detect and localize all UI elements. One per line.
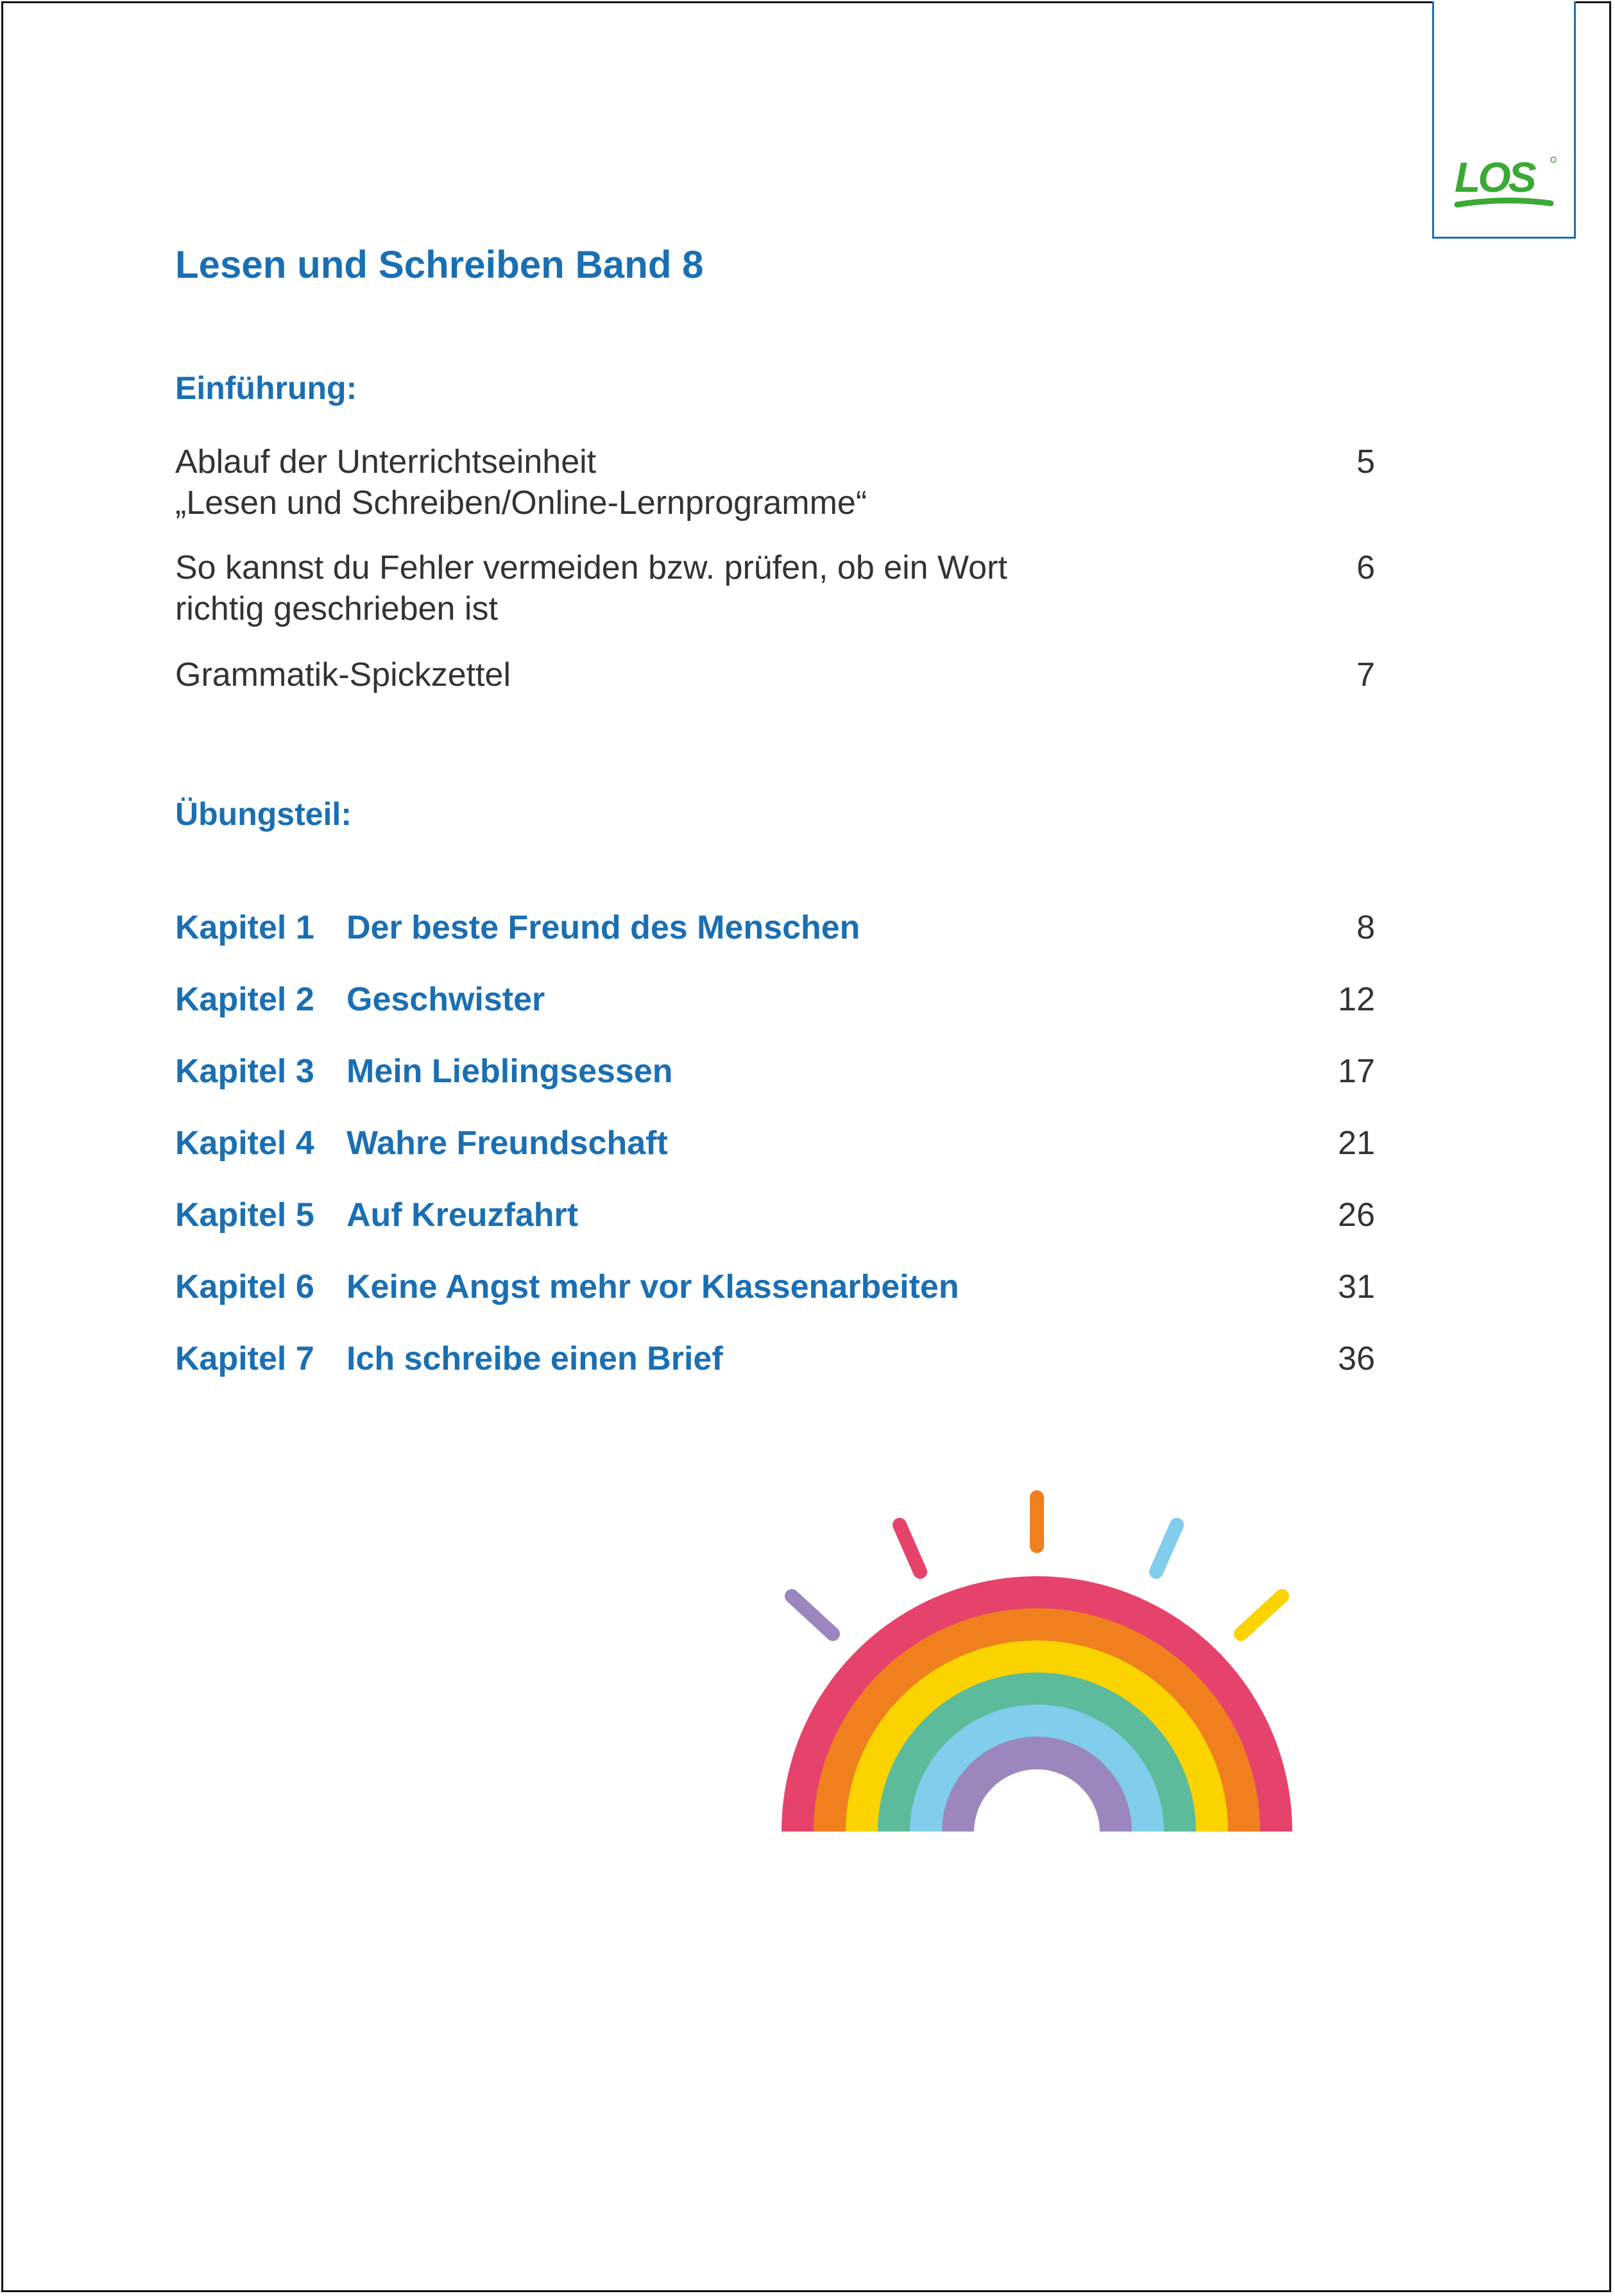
chapter-title: Keine Angst mehr vor Klassenarbeiten xyxy=(346,1268,959,1305)
ray-purple xyxy=(792,1596,833,1634)
chapter-title: Wahre Freundschaft xyxy=(346,1125,668,1162)
chapter-page: 12 xyxy=(1338,981,1375,1018)
toc-entry-page: 5 xyxy=(1356,443,1375,480)
toc-entry-page: 7 xyxy=(1356,656,1375,693)
chapter-entry[interactable] xyxy=(175,1195,1375,1239)
chapter-entry[interactable] xyxy=(175,907,1375,952)
toc-entry-text: Ablauf der Unterrichtseinheit „Lesen und Schreiben/Online-Lernprogramme“ xyxy=(175,443,867,522)
chapter-label: Kapitel 3 xyxy=(175,1053,314,1090)
los-logo xyxy=(1453,152,1559,216)
chapter-page: 21 xyxy=(1338,1125,1375,1162)
chapter-page: 31 xyxy=(1338,1268,1375,1305)
chapter-label: Kapitel 7 xyxy=(175,1340,314,1377)
los-logo-text: LOS xyxy=(1455,153,1534,201)
chapter-label: Kapitel 5 xyxy=(175,1196,314,1234)
rainbow-illustration xyxy=(776,1475,1303,1841)
ray-pink xyxy=(900,1525,920,1572)
chapter-entry[interactable] xyxy=(175,1338,1375,1383)
toc-entry-text: Grammatik-Spickzettel xyxy=(175,656,511,693)
toc-entry[interactable] xyxy=(175,654,1375,695)
chapter-title: Geschwister xyxy=(346,981,545,1018)
chapter-title: Auf Kreuzfahrt xyxy=(346,1196,579,1234)
chapter-page: 26 xyxy=(1338,1196,1375,1234)
chapter-entry[interactable] xyxy=(175,1123,1375,1168)
chapter-entry[interactable] xyxy=(175,1051,1375,1096)
chapter-page: 17 xyxy=(1338,1053,1375,1090)
toc-entry[interactable] xyxy=(175,441,1375,523)
chapter-page: 8 xyxy=(1356,909,1375,946)
toc-entry-page: 6 xyxy=(1356,549,1375,586)
chapter-label: Kapitel 6 xyxy=(175,1268,314,1305)
chapter-label: Kapitel 1 xyxy=(175,909,314,946)
logo-tab xyxy=(1432,1,1576,239)
chapter-label: Kapitel 2 xyxy=(175,981,314,1018)
toc-entry-text: So kannst du Fehler vermeiden bzw. prüfen, ob ein Wort richtig geschrieben ist xyxy=(175,549,1007,627)
chapter-entry[interactable] xyxy=(175,979,1375,1024)
ray-blue xyxy=(1156,1525,1177,1572)
intro-heading: Einführung: xyxy=(175,370,357,406)
chapter-title: Mein Lieblingsessen xyxy=(346,1053,673,1090)
chapter-label: Kapitel 4 xyxy=(175,1125,314,1162)
chapter-title: Der beste Freund des Menschen xyxy=(346,909,860,946)
rainbow-arcs xyxy=(782,1576,1292,1832)
chapter-title: Ich schreibe einen Brief xyxy=(346,1340,723,1377)
chapter-entry[interactable] xyxy=(175,1266,1375,1311)
exercises-heading: Übungsteil: xyxy=(175,796,352,832)
chapter-page: 36 xyxy=(1338,1340,1375,1377)
document-title: Lesen und Schreiben Band 8 xyxy=(175,243,704,286)
toc-entry[interactable] xyxy=(175,547,1375,629)
ray-yellow xyxy=(1241,1596,1282,1634)
